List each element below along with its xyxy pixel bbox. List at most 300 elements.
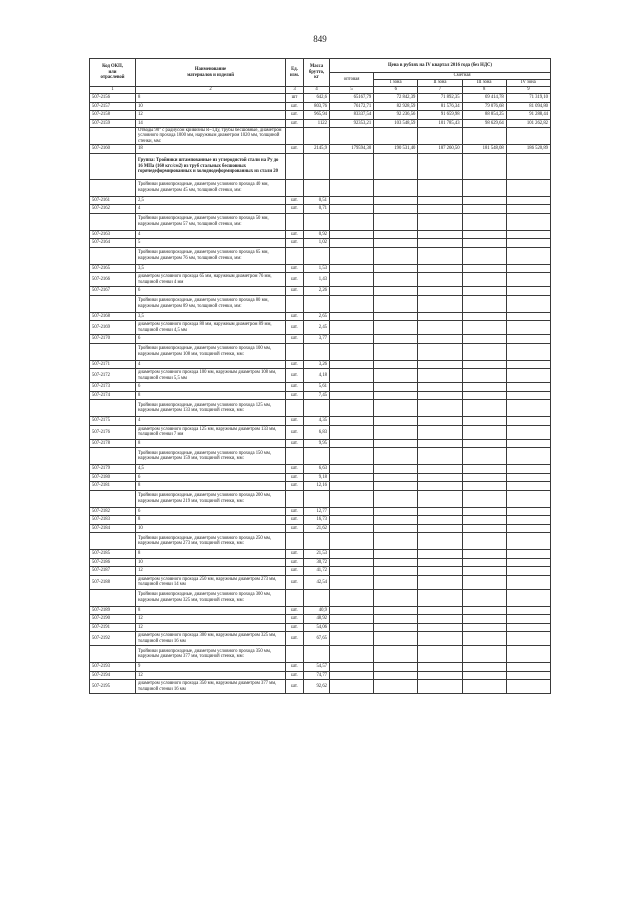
code-cell: 507-2160 bbox=[90, 145, 136, 154]
group-header-row bbox=[90, 295, 551, 312]
index-cell: 9 bbox=[506, 87, 550, 94]
zone2-price bbox=[418, 558, 462, 567]
zone2-price bbox=[418, 230, 462, 239]
name-cell: 8 bbox=[136, 550, 286, 559]
zone3-price bbox=[462, 516, 506, 525]
unit-cell: шт. bbox=[286, 425, 304, 439]
wholesale-price bbox=[330, 567, 374, 576]
wholesale-price bbox=[330, 321, 374, 335]
zone1-price: 92 236,56 bbox=[374, 111, 418, 120]
name-cell: диаметром условного прохода 300 мм, наружным диаметром 325 мм, толщиной стенки 16 мм bbox=[136, 632, 286, 646]
empty-cell bbox=[506, 646, 550, 663]
unit-cell: шт. bbox=[286, 558, 304, 567]
index-cell: 6 bbox=[374, 87, 418, 94]
name-cell: 8 bbox=[136, 439, 286, 448]
zone1-price bbox=[374, 230, 418, 239]
empty-cell bbox=[506, 213, 550, 230]
empty-cell bbox=[462, 533, 506, 550]
code-cell: 507-2158 bbox=[90, 111, 136, 120]
mass-cell: 41,72 bbox=[304, 567, 330, 576]
mass-cell: 4,18 bbox=[304, 369, 330, 383]
code-cell: 507-2187 bbox=[90, 567, 136, 576]
header-price-title: Цена в рублях на IV квартал 2016 года (без НДС) bbox=[330, 59, 551, 73]
empty-cell bbox=[374, 128, 418, 145]
unit-cell: шт. bbox=[286, 439, 304, 448]
unit-cell: шт. bbox=[286, 524, 304, 533]
mass-cell: 0,71 bbox=[304, 205, 330, 214]
code-cell bbox=[90, 448, 136, 465]
zone1-price bbox=[374, 575, 418, 589]
zone3-price bbox=[462, 312, 506, 321]
empty-cell bbox=[286, 646, 304, 663]
name-cell: 8 bbox=[136, 391, 286, 400]
zone3-price: 181 548,08 bbox=[462, 145, 506, 154]
zone2-price bbox=[418, 417, 462, 426]
zone3-price bbox=[462, 615, 506, 624]
code-cell bbox=[90, 533, 136, 550]
zone1-price bbox=[374, 335, 418, 344]
group-header-row bbox=[90, 247, 551, 264]
unit-cell: шт. bbox=[286, 550, 304, 559]
unit-cell: шт. bbox=[286, 417, 304, 426]
zone1-price bbox=[374, 273, 418, 287]
code-cell: 507-2186 bbox=[90, 558, 136, 567]
name-cell: 6 bbox=[136, 507, 286, 516]
empty-cell bbox=[286, 589, 304, 606]
empty-cell bbox=[304, 213, 330, 230]
group-header-row bbox=[90, 179, 551, 196]
empty-cell bbox=[418, 247, 462, 264]
zone3-price bbox=[462, 239, 506, 248]
empty-cell bbox=[506, 295, 550, 312]
wholesale-price bbox=[330, 606, 374, 615]
wholesale-price bbox=[330, 230, 374, 239]
index-cell: 7 bbox=[418, 87, 462, 94]
zone2-price bbox=[418, 312, 462, 321]
table-row bbox=[90, 335, 551, 344]
zone3-price: 69 414,78 bbox=[462, 94, 506, 103]
name-cell: диаметром условного прохода 80 мм, наружным диаметром 89 мм, толщиной стенки 4,5 мм bbox=[136, 321, 286, 335]
zone1-price: 72 842,39 bbox=[374, 94, 418, 103]
table-row bbox=[90, 623, 551, 632]
wholesale-price bbox=[330, 417, 374, 426]
code-cell: 507-2193 bbox=[90, 663, 136, 672]
zone2-price bbox=[418, 473, 462, 482]
wholesale-price bbox=[330, 369, 374, 383]
index-cell: 2 bbox=[136, 87, 286, 94]
group-title: Тройники равнопроходные, диаметром условного прохода 350 мм, наружным диаметром 377 мм, толщиной стенки, мм: bbox=[136, 646, 286, 663]
index-cell: 5 bbox=[330, 87, 374, 94]
zone2-price bbox=[418, 680, 462, 694]
zone4-price bbox=[506, 615, 550, 624]
table-row bbox=[90, 205, 551, 214]
zone4-price bbox=[506, 507, 550, 516]
name-cell: 10 bbox=[136, 524, 286, 533]
code-cell: 507-2189 bbox=[90, 606, 136, 615]
zone2-price bbox=[418, 239, 462, 248]
zone4-price bbox=[506, 680, 550, 694]
group-header-row bbox=[90, 128, 551, 145]
group-title: Тройники равнопроходные, диаметром условного прохода 80 мм, наружным диаметром 89 мм, толщиной стенки, мм: bbox=[136, 295, 286, 312]
empty-cell bbox=[304, 646, 330, 663]
name-cell: 6 bbox=[136, 473, 286, 482]
zone2-price bbox=[418, 516, 462, 525]
code-cell: 507-2188 bbox=[90, 575, 136, 589]
zone1-price bbox=[374, 550, 418, 559]
table-row bbox=[90, 524, 551, 533]
table-row bbox=[90, 473, 551, 482]
unit-cell: шт. bbox=[286, 335, 304, 344]
wholesale-price bbox=[330, 623, 374, 632]
mass-cell: 5,61 bbox=[304, 383, 330, 392]
unit-cell: шт. bbox=[286, 507, 304, 516]
group-title: Отводы 90° с радиусом кривизны R~1Ду, трубы бесшовные, диаметром условного прохода 1000 мм, наружным диаметром 1020 мм, толщиной стенки, мм: bbox=[136, 128, 286, 145]
page-number: 849 bbox=[313, 34, 327, 44]
empty-cell bbox=[304, 589, 330, 606]
code-cell: 507-2162 bbox=[90, 205, 136, 214]
zone1-price bbox=[374, 663, 418, 672]
zone3-price bbox=[462, 632, 506, 646]
unit-cell: шт. bbox=[286, 482, 304, 491]
zone1-price bbox=[374, 567, 418, 576]
zone2-price bbox=[418, 273, 462, 287]
code-cell: 507-2157 bbox=[90, 102, 136, 111]
wholesale-price bbox=[330, 273, 374, 287]
header-name: Наименование материалов и изделий bbox=[136, 59, 286, 87]
zone2-price bbox=[418, 360, 462, 369]
zone2-price bbox=[418, 205, 462, 214]
empty-cell bbox=[374, 448, 418, 465]
code-cell: 507-2180 bbox=[90, 473, 136, 482]
table-row bbox=[90, 575, 551, 589]
zone1-price bbox=[374, 439, 418, 448]
empty-cell bbox=[330, 490, 374, 507]
wholesale-price bbox=[330, 671, 374, 680]
code-cell: 507-2178 bbox=[90, 439, 136, 448]
code-cell: 507-2190 bbox=[90, 615, 136, 624]
empty-cell bbox=[330, 343, 374, 360]
zone2-price bbox=[418, 615, 462, 624]
wholesale-price bbox=[330, 507, 374, 516]
empty-cell bbox=[418, 128, 462, 145]
code-cell: 507-2185 bbox=[90, 550, 136, 559]
zone2-price: 101 785,43 bbox=[418, 119, 462, 128]
mass-cell: 12,16 bbox=[304, 482, 330, 491]
empty-cell bbox=[286, 213, 304, 230]
wholesale-price: 76172,71 bbox=[330, 102, 374, 111]
zone1-price bbox=[374, 425, 418, 439]
name-cell: 18 bbox=[136, 145, 286, 154]
zone3-price bbox=[462, 417, 506, 426]
wholesale-price: 83337,54 bbox=[330, 111, 374, 120]
group-header-row bbox=[90, 343, 551, 360]
empty-cell bbox=[506, 589, 550, 606]
zone2-price bbox=[418, 632, 462, 646]
name-cell: 3,5 bbox=[136, 264, 286, 273]
mass-cell: 2,26 bbox=[304, 287, 330, 296]
name-cell: 12 bbox=[136, 111, 286, 120]
zone4-price bbox=[506, 273, 550, 287]
wholesale-price bbox=[330, 550, 374, 559]
zone2-price bbox=[418, 482, 462, 491]
empty-cell bbox=[286, 490, 304, 507]
wholesale-price bbox=[330, 264, 374, 273]
mass-cell: 3,26 bbox=[304, 360, 330, 369]
empty-cell bbox=[374, 295, 418, 312]
zone2-price: 187 260,50 bbox=[418, 145, 462, 154]
name-cell: 5 bbox=[136, 239, 286, 248]
wholesale-price bbox=[330, 287, 374, 296]
table-row bbox=[90, 482, 551, 491]
empty-cell bbox=[418, 448, 462, 465]
zone3-price bbox=[462, 264, 506, 273]
name-cell: диаметром условного прохода 125 мм, наружным диаметром 133 мм, толщиной стенки 7 мм bbox=[136, 425, 286, 439]
zone1-price bbox=[374, 417, 418, 426]
zone2-price bbox=[418, 369, 462, 383]
unit-cell: шт. bbox=[286, 264, 304, 273]
table-row bbox=[90, 417, 551, 426]
mass-cell: 40,9 bbox=[304, 606, 330, 615]
wholesale-price bbox=[330, 473, 374, 482]
group-title: Тройники равнопроходные, диаметром условного прохода 65 мм, наружным диаметром 76 мм, толщиной стенки, мм: bbox=[136, 247, 286, 264]
wholesale-price bbox=[330, 482, 374, 491]
name-cell: 12 bbox=[136, 671, 286, 680]
code-cell: 507-2169 bbox=[90, 321, 136, 335]
zone3-price bbox=[462, 383, 506, 392]
mass-cell: 54,57 bbox=[304, 663, 330, 672]
code-cell: 507-2183 bbox=[90, 516, 136, 525]
zone4-price: 81 094,80 bbox=[506, 102, 550, 111]
table-row bbox=[90, 567, 551, 576]
zone1-price bbox=[374, 239, 418, 248]
zone3-price bbox=[462, 473, 506, 482]
mass-cell: 803,76 bbox=[304, 102, 330, 111]
code-cell: 507-2159 bbox=[90, 119, 136, 128]
code-cell: 507-2175 bbox=[90, 417, 136, 426]
empty-cell bbox=[418, 179, 462, 196]
zone3-price bbox=[462, 507, 506, 516]
code-cell bbox=[90, 343, 136, 360]
empty-cell bbox=[418, 589, 462, 606]
zone2-price bbox=[418, 425, 462, 439]
empty-cell bbox=[286, 179, 304, 196]
empty-cell bbox=[462, 646, 506, 663]
zone1-price bbox=[374, 671, 418, 680]
empty-cell bbox=[462, 400, 506, 417]
code-cell: 507-2181 bbox=[90, 482, 136, 491]
wholesale-price bbox=[330, 632, 374, 646]
table-row bbox=[90, 230, 551, 239]
zone2-price bbox=[418, 335, 462, 344]
empty-cell bbox=[462, 153, 506, 179]
zone4-price bbox=[506, 205, 550, 214]
index-cell: 3 bbox=[286, 87, 304, 94]
zone3-price bbox=[462, 567, 506, 576]
zone4-price bbox=[506, 524, 550, 533]
zone2-price bbox=[418, 606, 462, 615]
mass-cell: 6,83 bbox=[304, 425, 330, 439]
empty-cell bbox=[418, 343, 462, 360]
name-cell: 6 bbox=[136, 335, 286, 344]
zone4-price: 71 319,10 bbox=[506, 94, 550, 103]
group-header-row bbox=[90, 490, 551, 507]
mass-cell: 74,77 bbox=[304, 671, 330, 680]
unit-cell: шт. bbox=[286, 196, 304, 205]
zone3-price bbox=[462, 425, 506, 439]
unit-cell: шт. bbox=[286, 145, 304, 154]
code-cell: 507-2168 bbox=[90, 312, 136, 321]
name-cell: диаметром условного прохода 350 мм, наружным диаметром 377 мм, толщиной стенки 16 мм bbox=[136, 680, 286, 694]
table-row bbox=[90, 516, 551, 525]
zone1-price bbox=[374, 615, 418, 624]
wholesale-price bbox=[330, 425, 374, 439]
zone3-price bbox=[462, 321, 506, 335]
table-row bbox=[90, 606, 551, 615]
name-cell: 12 bbox=[136, 567, 286, 576]
zone1-price bbox=[374, 287, 418, 296]
empty-cell bbox=[506, 153, 550, 179]
zone2-price bbox=[418, 321, 462, 335]
empty-cell bbox=[304, 295, 330, 312]
empty-cell bbox=[304, 128, 330, 145]
empty-cell bbox=[304, 533, 330, 550]
empty-cell bbox=[506, 448, 550, 465]
code-cell: 507-2171 bbox=[90, 360, 136, 369]
zone2-price bbox=[418, 196, 462, 205]
zone4-price bbox=[506, 321, 550, 335]
wholesale-price bbox=[330, 680, 374, 694]
zone1-price bbox=[374, 507, 418, 516]
empty-cell bbox=[418, 490, 462, 507]
table-header bbox=[90, 59, 551, 94]
empty-cell bbox=[506, 179, 550, 196]
code-cell: 507-2165 bbox=[90, 264, 136, 273]
group-header-row bbox=[90, 533, 551, 550]
zone1-price: 190 531,40 bbox=[374, 145, 418, 154]
zone4-price bbox=[506, 425, 550, 439]
empty-cell bbox=[330, 153, 374, 179]
empty-cell bbox=[286, 343, 304, 360]
header-code: Код ОКП, или отраслевой bbox=[90, 59, 136, 87]
empty-cell bbox=[304, 490, 330, 507]
header-mass: Масса брутто, кг bbox=[304, 59, 330, 87]
unit-cell: шт. bbox=[286, 567, 304, 576]
mass-cell: 2,45 bbox=[304, 321, 330, 335]
zone3-price bbox=[462, 196, 506, 205]
mass-cell: 6,63 bbox=[304, 465, 330, 474]
mass-cell: 21,62 bbox=[304, 524, 330, 533]
table-row bbox=[90, 465, 551, 474]
code-cell bbox=[90, 589, 136, 606]
empty-cell bbox=[418, 400, 462, 417]
column-index-row bbox=[90, 87, 551, 94]
zone4-price bbox=[506, 417, 550, 426]
zone4-price bbox=[506, 312, 550, 321]
code-cell bbox=[90, 128, 136, 145]
header-zone-4: IV зона bbox=[506, 80, 550, 87]
empty-cell bbox=[506, 343, 550, 360]
mass-cell: 16,73 bbox=[304, 516, 330, 525]
zone1-price bbox=[374, 196, 418, 205]
wholesale-price: 179594,30 bbox=[330, 145, 374, 154]
name-cell: 12 bbox=[136, 623, 286, 632]
empty-cell bbox=[506, 533, 550, 550]
zone2-price: 71 892,35 bbox=[418, 94, 462, 103]
table-row bbox=[90, 391, 551, 400]
table-row bbox=[90, 558, 551, 567]
unit-cell: шт. bbox=[286, 312, 304, 321]
wholesale-price: 92353,21 bbox=[330, 119, 374, 128]
mass-cell: 1122 bbox=[304, 119, 330, 128]
zone4-price bbox=[506, 369, 550, 383]
name-cell: 12 bbox=[136, 615, 286, 624]
zone3-price bbox=[462, 230, 506, 239]
empty-cell bbox=[462, 247, 506, 264]
mass-cell: 9,18 bbox=[304, 473, 330, 482]
zone2-price: 81 576,34 bbox=[418, 102, 462, 111]
index-cell: 8 bbox=[462, 87, 506, 94]
mass-cell: 92,62 bbox=[304, 680, 330, 694]
zone3-price bbox=[462, 273, 506, 287]
wholesale-price bbox=[330, 360, 374, 369]
code-cell: 507-2156 bbox=[90, 94, 136, 103]
zone3-price bbox=[462, 558, 506, 567]
zone3-price: 98 629,64 bbox=[462, 119, 506, 128]
table-body bbox=[90, 94, 551, 694]
zone1-price bbox=[374, 264, 418, 273]
price-table bbox=[89, 58, 551, 694]
table-row bbox=[90, 321, 551, 335]
name-cell: 3,5 bbox=[136, 312, 286, 321]
zone3-price bbox=[462, 205, 506, 214]
table-row bbox=[90, 550, 551, 559]
group-title: Тройники равнопроходные, диаметром условного прохода 40 мм, наружным диаметром 45 мм, толщиной стенки, мм: bbox=[136, 179, 286, 196]
unit-cell: шт. bbox=[286, 615, 304, 624]
wholesale-price bbox=[330, 516, 374, 525]
code-cell bbox=[90, 400, 136, 417]
empty-cell bbox=[462, 128, 506, 145]
zone1-price bbox=[374, 205, 418, 214]
zone4-price bbox=[506, 264, 550, 273]
empty-cell bbox=[374, 247, 418, 264]
unit-cell: шт. bbox=[286, 239, 304, 248]
zone4-price bbox=[506, 473, 550, 482]
table-row bbox=[90, 94, 551, 103]
name-cell: 8 bbox=[136, 94, 286, 103]
mass-cell: 1,53 bbox=[304, 264, 330, 273]
zone1-price bbox=[374, 482, 418, 491]
name-cell: 8 bbox=[136, 482, 286, 491]
mass-cell: 1,02 bbox=[304, 239, 330, 248]
index-cell: 1 bbox=[90, 87, 136, 94]
table-row bbox=[90, 663, 551, 672]
code-cell: 507-2182 bbox=[90, 507, 136, 516]
zone2-price bbox=[418, 623, 462, 632]
zone1-price bbox=[374, 369, 418, 383]
wholesale-price bbox=[330, 663, 374, 672]
code-cell: 507-2174 bbox=[90, 391, 136, 400]
code-cell bbox=[90, 247, 136, 264]
zone2-price: 91 659,98 bbox=[418, 111, 462, 120]
empty-cell bbox=[506, 247, 550, 264]
zone3-price: 79 076,68 bbox=[462, 102, 506, 111]
zone4-price bbox=[506, 230, 550, 239]
name-cell: 4 bbox=[136, 205, 286, 214]
wholesale-price bbox=[330, 239, 374, 248]
zone2-price bbox=[418, 264, 462, 273]
zone4-price bbox=[506, 558, 550, 567]
unit-cell: шт. bbox=[286, 465, 304, 474]
